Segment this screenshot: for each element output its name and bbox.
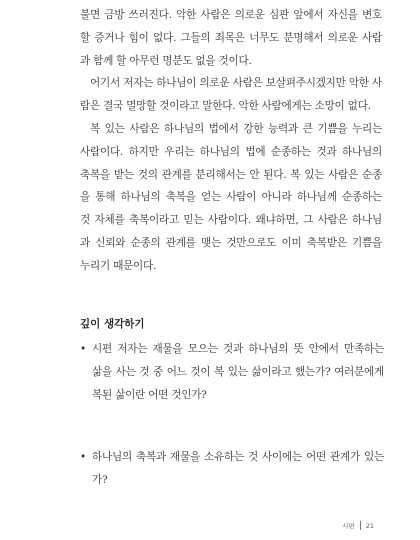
question-text	[92, 338, 384, 407]
text-line: 것 자체를 축복이라고 믿는 사람이다. 왜냐하면, 그 사람은 하나님	[80, 214, 382, 227]
text-line: 복된 삶이란 어떤 것인가?	[92, 389, 207, 401]
text-line: 축복을 받는 것의 관계를 분리해서는 안 된다. 복 있는 사람은 순종	[80, 168, 382, 181]
bullet-icon: •	[80, 343, 86, 355]
paragraph-1	[80, 4, 382, 72]
paragraph-3	[80, 118, 382, 278]
text-line: 할 증거나 힘이 없다. 그들의 죄목은 너무도 분명해서 의로운 사람	[80, 31, 382, 44]
section-heading: 깊이 생각하기	[80, 318, 145, 330]
body-text	[80, 4, 382, 278]
page-footer	[342, 521, 374, 530]
text-line: 복 있는 사람은 하나님의 법에서 강한 능력과 큰 기쁨을 누리는	[90, 122, 382, 135]
text-line: 누리기 때문이다.	[80, 259, 157, 272]
paragraph-2	[80, 72, 382, 118]
text-line: 을 통해 하나님의 축복을 얻는 사람이 아니라 하나님께 순종하는	[80, 191, 382, 204]
text-line: 시편 저자는 재물을 모으는 것과 하나님의 뜻 안에서 만족하는	[92, 343, 384, 355]
text-line: 람은 결국 멸망할 것이라고 말한다. 악한 사람에게는 소망이 없다.	[80, 100, 371, 113]
question-item	[80, 338, 384, 407]
text-line: 불면 금방 쓰러진다. 악한 사람은 의로운 심판 앞에서 자신을 변호	[80, 9, 382, 21]
question-text	[92, 446, 384, 492]
question-item	[80, 446, 384, 492]
text-line: 과 신뢰와 순종의 관계를 맺는 것만으로도 이미 축복받은 기쁨을	[80, 236, 382, 249]
text-line: 사람이다. 하지만 우리는 하나님의 법에 순종하는 것과 하나님의	[80, 145, 382, 158]
text-line: 과 함께 할 아무런 명분도 없을 것이다.	[80, 54, 252, 67]
text-line: 삶을 사는 것 중 어느 것이 복 있는 삶이라고 했는가? 여러분에게	[92, 366, 384, 378]
bullet-icon: •	[80, 451, 86, 463]
running-section-name: 시편	[342, 522, 355, 530]
text-line: 가?	[92, 474, 108, 486]
text-line: 하나님의 축복과 재물을 소유하는 것 사이에는 어떤 관계가 있는	[92, 451, 384, 463]
text-line: 어기서 저자는 하나님이 의로운 사람은 보살펴주시겠지만 악한 사	[90, 77, 382, 90]
footer-divider	[360, 521, 361, 530]
page-number: 21	[365, 521, 374, 530]
